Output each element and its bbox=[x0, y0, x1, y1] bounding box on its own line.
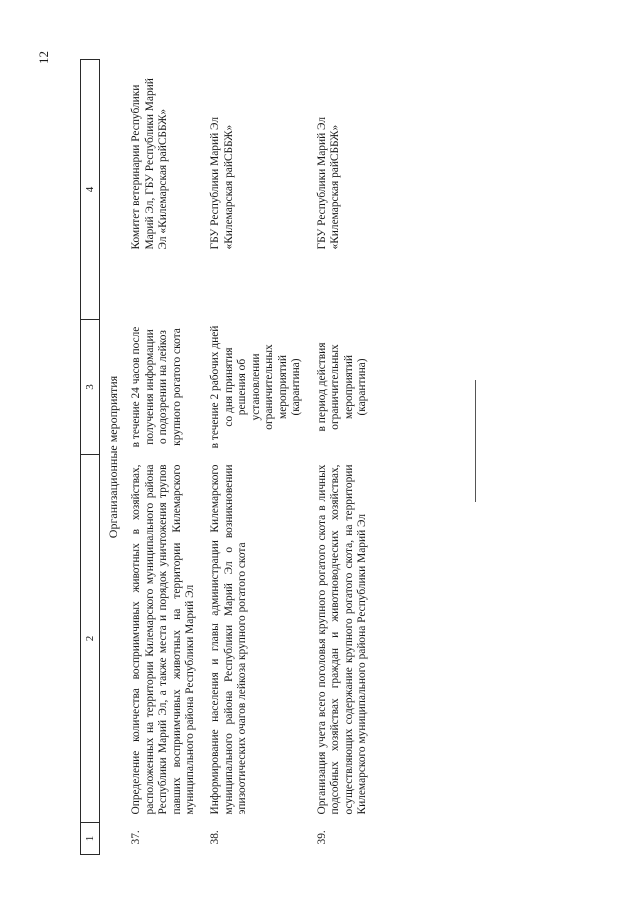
row-responsible: ГБУ Республики Марий Эл «Килемарская райСББЖ» bbox=[209, 116, 235, 250]
end-of-document-line bbox=[475, 380, 476, 502]
table-row bbox=[130, 60, 209, 855]
section-row bbox=[100, 60, 131, 855]
measures-table-sheet bbox=[80, 60, 415, 855]
table-row bbox=[316, 60, 382, 855]
row-number: 39. bbox=[315, 830, 328, 845]
row-measure: Определение количества восприимчивых животных в хозяйствах, расположенных на территории Килемарского муниципального района Республики Марий Эл, а также места и порядок уничтожения трупов павших восприимчивых животных на территории Килемарского муниципального района Республики Марий Эл bbox=[130, 464, 196, 815]
measures-table bbox=[80, 59, 381, 855]
header-col-4: 4 bbox=[81, 60, 100, 320]
header-col-3: 3 bbox=[81, 320, 100, 455]
table-row bbox=[209, 60, 315, 855]
row-number: 37. bbox=[130, 830, 143, 845]
header-col-2: 2 bbox=[81, 455, 100, 823]
header-col-1: 1 bbox=[81, 823, 100, 855]
row-deadline: в течение 2 рабочих дней со дня принятия решения об установлении ограничительных мероприятий (карантина) bbox=[209, 325, 303, 449]
row-measure: Организация учета всего поголовья крупного рогатого скота в личных подсобных хозяйствах граждан и животноводческих хозяйствах, осуществляющих содержание крупного рогатого скота, на территории Килемарского муниципального района Республики Марий Эл bbox=[315, 464, 368, 815]
row-number: 38. bbox=[209, 830, 222, 845]
row-measure: Информирование населения и главы администрации Килемарского муниципального района Республики Марий Эл о возникновении эпизоотических очагов лейкоза крупного рогатого скота bbox=[209, 464, 249, 815]
page-number: 12 bbox=[36, 51, 51, 64]
row-responsible: Комитет ветеринарии Республики Марий Эл, ГБУ Республики Марий Эл «Килемарская райСББЖ» bbox=[130, 78, 170, 250]
row-deadline: в период действия ограничительных мероприятий (карантина) bbox=[315, 342, 368, 432]
column-number-header bbox=[81, 60, 100, 855]
row-responsible: ГБУ Республики Марий Эл «Килемарская райСББЖ» bbox=[315, 116, 342, 250]
row-deadline: в течение 24 часов после получения информации о подозрении на лейкоз крупного рогатого скота bbox=[130, 326, 183, 448]
section-title: Организационные мероприятия bbox=[106, 375, 120, 539]
